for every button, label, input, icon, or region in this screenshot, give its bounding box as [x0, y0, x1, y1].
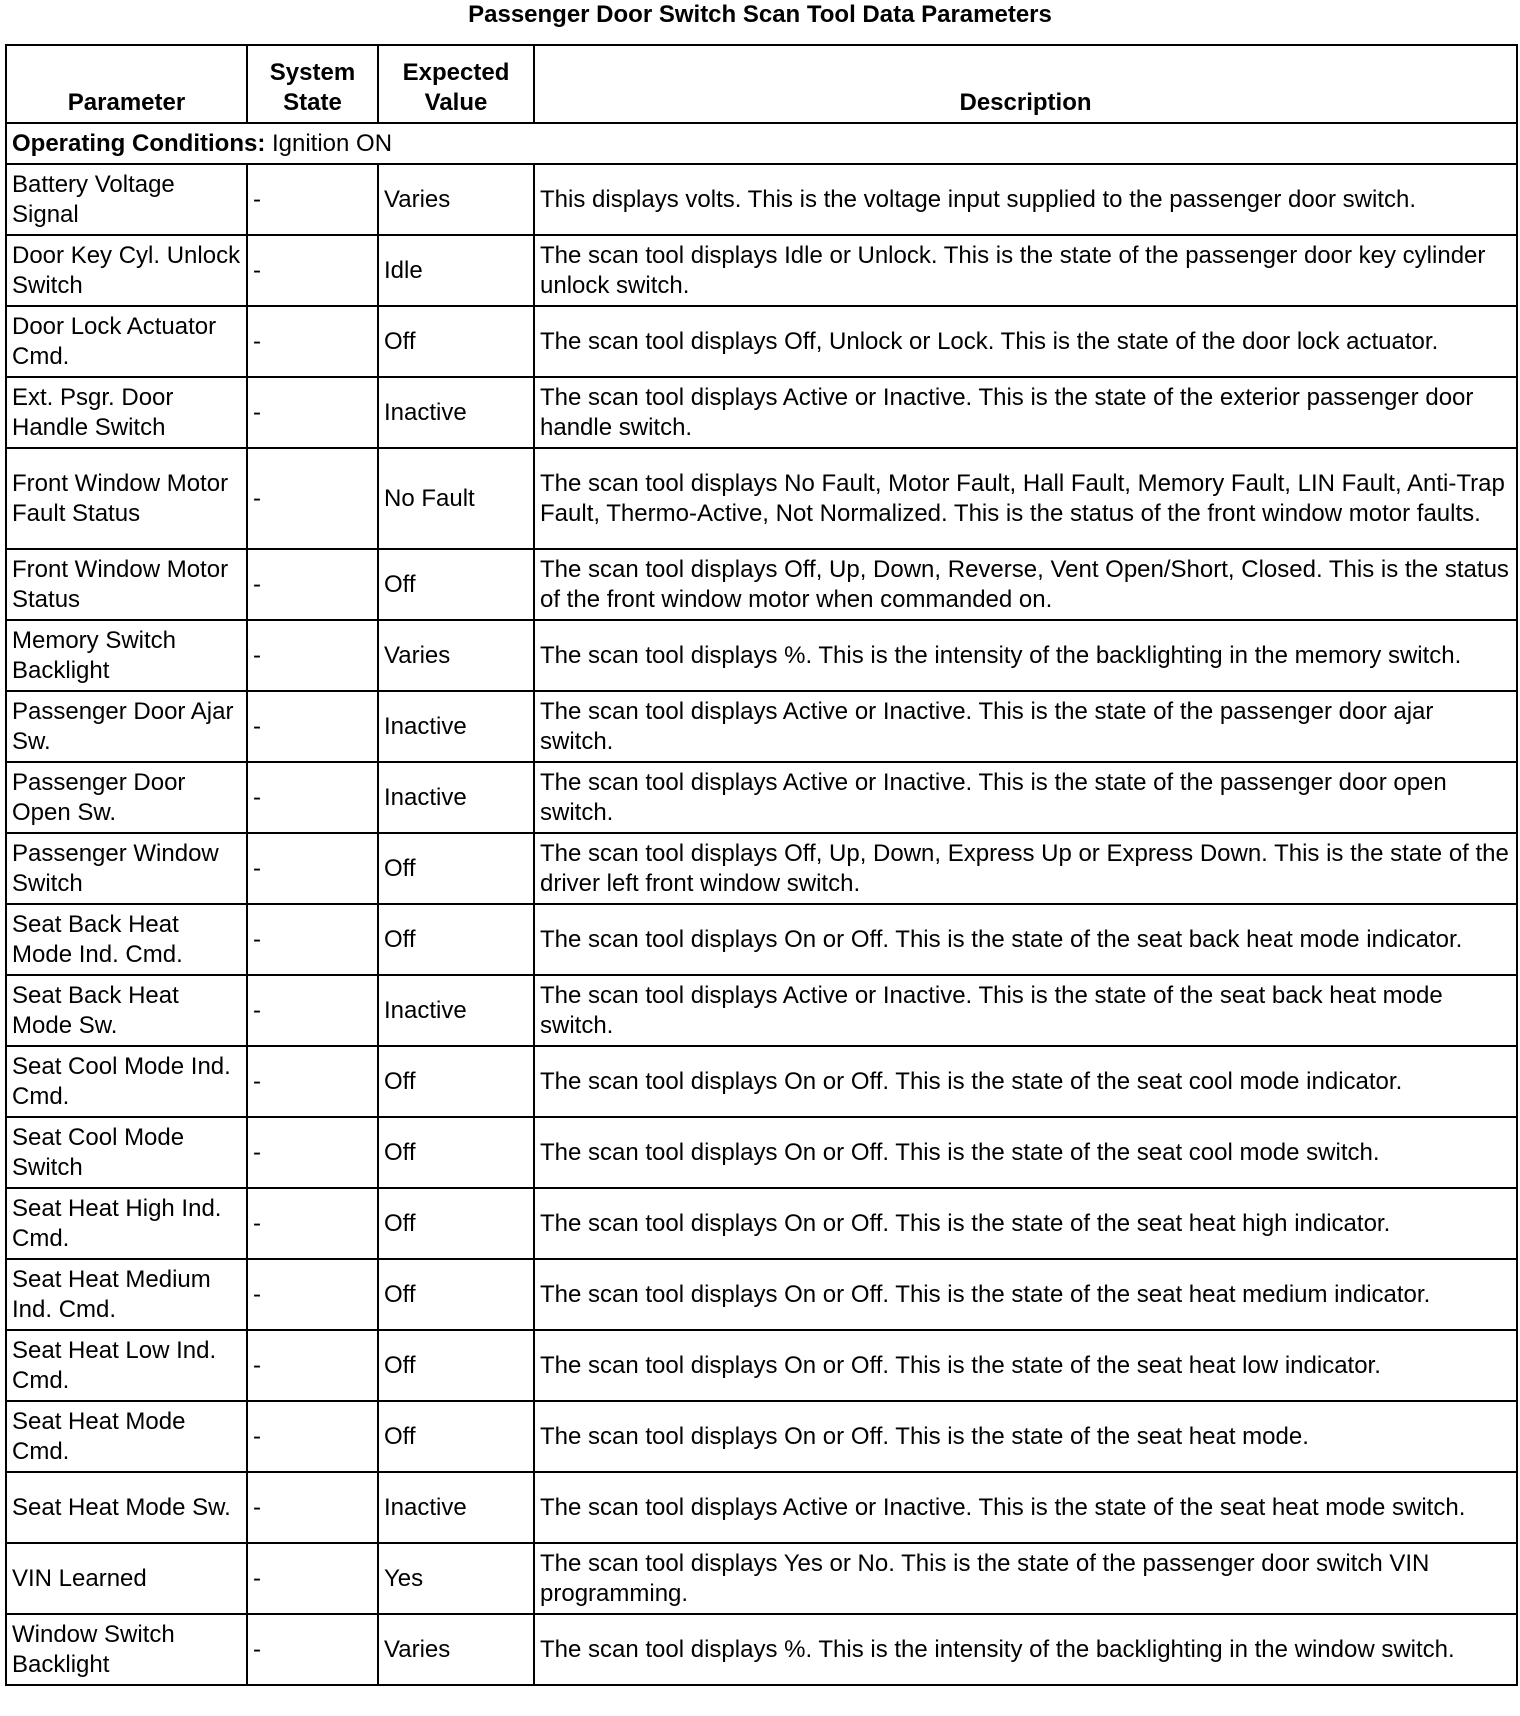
expected-value-cell: Varies	[378, 164, 534, 235]
system-state-cell: -	[247, 549, 378, 620]
parameter-cell: Battery Voltage Signal	[6, 164, 247, 235]
table-row	[6, 1614, 1517, 1685]
parameter-cell: Seat Back Heat Mode Ind. Cmd.	[6, 904, 247, 975]
system-state-cell: -	[247, 164, 378, 235]
table-row	[6, 1543, 1517, 1614]
expected-value-cell: Off	[378, 833, 534, 904]
operating-conditions-value: Ignition ON	[271, 129, 393, 157]
table-row	[6, 306, 1517, 377]
operating-conditions-cell	[6, 123, 1517, 164]
description-cell: The scan tool displays On or Off. This is the state of the seat heat high indicator.	[534, 1188, 1517, 1259]
parameter-cell: Seat Heat Mode Cmd.	[6, 1401, 247, 1472]
system-state-cell: -	[247, 1401, 378, 1472]
table-row	[6, 235, 1517, 306]
expected-value-cell: Varies	[378, 620, 534, 691]
table-row	[6, 620, 1517, 691]
table-row	[6, 1117, 1517, 1188]
parameter-cell: Seat Cool Mode Ind. Cmd.	[6, 1046, 247, 1117]
system-state-cell: -	[247, 1614, 378, 1685]
expected-value-cell: Inactive	[378, 691, 534, 762]
table-row	[6, 1401, 1517, 1472]
parameter-cell: Passenger Window Switch	[6, 833, 247, 904]
table-row	[6, 377, 1517, 448]
description-cell: The scan tool displays Yes or No. This is the state of the passenger door switch VIN programming.	[534, 1543, 1517, 1614]
expected-value-cell: No Fault	[378, 448, 534, 549]
description-cell: The scan tool displays On or Off. This is the state of the seat heat medium indicator.	[534, 1259, 1517, 1330]
table-row	[6, 975, 1517, 1046]
table-row	[6, 1188, 1517, 1259]
expected-value-cell: Off	[378, 1330, 534, 1401]
system-state-cell: -	[247, 235, 378, 306]
table-row	[6, 691, 1517, 762]
column-header-expected-value: Expected Value	[378, 45, 534, 123]
parameter-cell: Memory Switch Backlight	[6, 620, 247, 691]
description-cell: The scan tool displays On or Off. This is the state of the seat cool mode switch.	[534, 1117, 1517, 1188]
system-state-cell: -	[247, 448, 378, 549]
table-row	[6, 1259, 1517, 1330]
parameter-cell: Seat Heat Low Ind. Cmd.	[6, 1330, 247, 1401]
description-cell: The scan tool displays On or Off. This is the state of the seat heat low indicator.	[534, 1330, 1517, 1401]
system-state-cell: -	[247, 1046, 378, 1117]
description-cell: The scan tool displays %. This is the intensity of the backlighting in the window switch.	[534, 1614, 1517, 1685]
expected-value-cell: Idle	[378, 235, 534, 306]
system-state-cell: -	[247, 1330, 378, 1401]
operating-conditions-label: Operating Conditions:	[12, 129, 266, 157]
parameter-cell: Ext. Psgr. Door Handle Switch	[6, 377, 247, 448]
system-state-cell: -	[247, 377, 378, 448]
system-state-cell: -	[247, 833, 378, 904]
scan-tool-parameters-table	[5, 44, 1518, 1686]
system-state-cell: -	[247, 1472, 378, 1543]
parameter-cell: VIN Learned	[6, 1543, 247, 1614]
parameter-cell: Door Key Cyl. Unlock Switch	[6, 235, 247, 306]
expected-value-cell: Off	[378, 549, 534, 620]
parameter-cell: Front Window Motor Status	[6, 549, 247, 620]
expected-value-cell: Off	[378, 1401, 534, 1472]
column-header-system-state: System State	[247, 45, 378, 123]
page-title: Passenger Door Switch Scan Tool Data Parameters	[468, 1, 1052, 28]
expected-value-cell: Off	[378, 904, 534, 975]
column-header-parameter: Parameter	[6, 45, 247, 123]
description-cell: The scan tool displays Active or Inactive. This is the state of the passenger door ajar switch.	[534, 691, 1517, 762]
description-cell: The scan tool displays Off, Unlock or Lock. This is the state of the door lock actuator.	[534, 306, 1517, 377]
table-row	[6, 1046, 1517, 1117]
operating-conditions-row	[6, 123, 1517, 164]
table-header-row	[6, 45, 1517, 123]
description-cell: This displays volts. This is the voltage input supplied to the passenger door switch.	[534, 164, 1517, 235]
expected-value-cell: Inactive	[378, 377, 534, 448]
table-row	[6, 904, 1517, 975]
description-cell: The scan tool displays No Fault, Motor Fault, Hall Fault, Memory Fault, LIN Fault, Anti-Trap Fault, Thermo-Active, Not Normalized. This is the status of the front window motor faults.	[534, 448, 1517, 549]
system-state-cell: -	[247, 975, 378, 1046]
expected-value-cell: Inactive	[378, 762, 534, 833]
system-state-cell: -	[247, 306, 378, 377]
description-cell: The scan tool displays Active or Inactive. This is the state of the seat heat mode switch.	[534, 1472, 1517, 1543]
table-row	[6, 164, 1517, 235]
expected-value-cell: Inactive	[378, 1472, 534, 1543]
parameter-cell: Seat Back Heat Mode Sw.	[6, 975, 247, 1046]
description-cell: The scan tool displays Off, Up, Down, Reverse, Vent Open/Short, Closed. This is the status of the front window motor when commanded on.	[534, 549, 1517, 620]
system-state-cell: -	[247, 762, 378, 833]
description-cell: The scan tool displays Off, Up, Down, Express Up or Express Down. This is the state of the driver left front window switch.	[534, 833, 1517, 904]
description-cell: The scan tool displays Idle or Unlock. This is the state of the passenger door key cylinder unlock switch.	[534, 235, 1517, 306]
table-row	[6, 1472, 1517, 1543]
description-cell: The scan tool displays Active or Inactive. This is the state of the exterior passenger door handle switch.	[534, 377, 1517, 448]
parameter-cell: Seat Heat Medium Ind. Cmd.	[6, 1259, 247, 1330]
system-state-cell: -	[247, 904, 378, 975]
parameter-cell: Passenger Door Ajar Sw.	[6, 691, 247, 762]
expected-value-cell: Off	[378, 1046, 534, 1117]
expected-value-cell: Off	[378, 1259, 534, 1330]
description-cell: The scan tool displays Active or Inactive. This is the state of the passenger door open switch.	[534, 762, 1517, 833]
parameter-cell: Door Lock Actuator Cmd.	[6, 306, 247, 377]
expected-value-cell: Off	[378, 1117, 534, 1188]
table-row	[6, 833, 1517, 904]
system-state-cell: -	[247, 1117, 378, 1188]
parameter-cell: Front Window Motor Fault Status	[6, 448, 247, 549]
column-header-description: Description	[534, 45, 1517, 123]
description-cell: The scan tool displays On or Off. This is the state of the seat heat mode.	[534, 1401, 1517, 1472]
system-state-cell: -	[247, 691, 378, 762]
table-row	[6, 448, 1517, 549]
description-cell: The scan tool displays Active or Inactive. This is the state of the seat back heat mode switch.	[534, 975, 1517, 1046]
description-cell: The scan tool displays %. This is the intensity of the backlighting in the memory switch.	[534, 620, 1517, 691]
description-cell: The scan tool displays On or Off. This is the state of the seat cool mode indicator.	[534, 1046, 1517, 1117]
system-state-cell: -	[247, 1543, 378, 1614]
system-state-cell: -	[247, 1188, 378, 1259]
expected-value-cell: Off	[378, 1188, 534, 1259]
table-row	[6, 762, 1517, 833]
expected-value-cell: Inactive	[378, 975, 534, 1046]
parameter-cell: Seat Heat Mode Sw.	[6, 1472, 247, 1543]
expected-value-cell: Varies	[378, 1614, 534, 1685]
system-state-cell: -	[247, 1259, 378, 1330]
parameter-cell: Passenger Door Open Sw.	[6, 762, 247, 833]
system-state-cell: -	[247, 620, 378, 691]
parameter-cell: Seat Cool Mode Switch	[6, 1117, 247, 1188]
expected-value-cell: Off	[378, 306, 534, 377]
parameter-cell: Seat Heat High Ind. Cmd.	[6, 1188, 247, 1259]
expected-value-cell: Yes	[378, 1543, 534, 1614]
parameter-cell: Window Switch Backlight	[6, 1614, 247, 1685]
table-row	[6, 1330, 1517, 1401]
description-cell: The scan tool displays On or Off. This is the state of the seat back heat mode indicator.	[534, 904, 1517, 975]
table-row	[6, 549, 1517, 620]
